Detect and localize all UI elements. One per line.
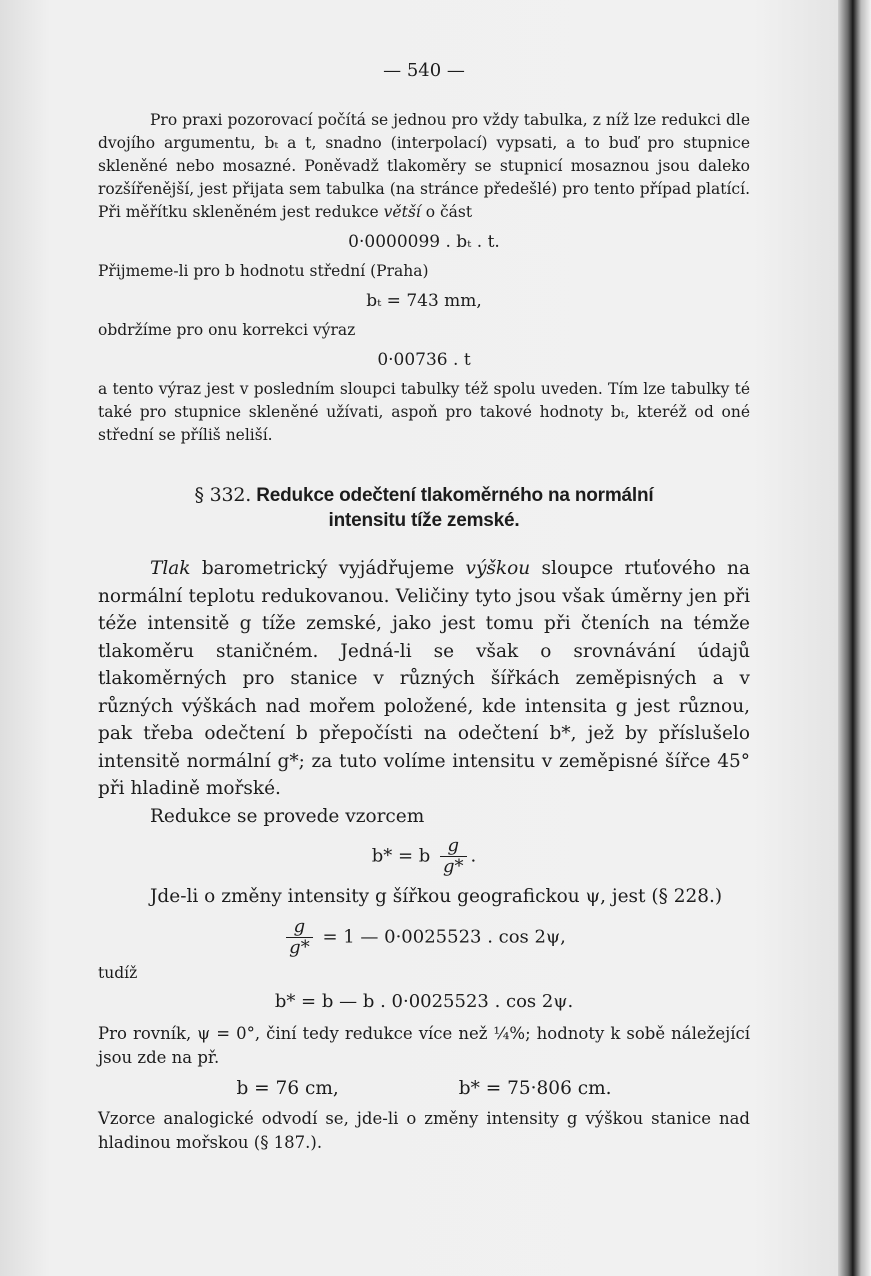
paragraph-7: Jde-li o změny intensity g šířkou geografickou ψ, jest (§ 228.) (150, 886, 723, 907)
section-number: § 332. (194, 484, 252, 506)
equation-1: 0·0000099 . bₜ . t. (348, 232, 500, 252)
equation-6: b* = b — b . 0·0025523 . cos 2ψ. (274, 990, 574, 1012)
paragraph-10: Vzorce analogické odvodí se, jde-li o změny intensity g výškou stanice nad hladinou mořskou (§ 187.). (98, 1108, 750, 1152)
paragraph-5: Tlak barometrický vyjádřujeme výškou sloupce rtuťového na normální teplotu redukovanou. Veličiny tyto jsou však úměrny jen při téže intensitě g tíže zemské, jako jest tomu při čteních na témže tlakoměru staničném. Jedná-li se však o srovnávání údajů tlakoměrných pro stanice v různých šířkách zeměpisných a v různých výškách nad mořem položené, kde intensita g jest různou, pak třeba odečtení b přepočísti na odečtení b*, jež by příslušelo intensitě normální g*; za tuto volíme intensitu v zeměpisné šířce 45° při hladině mořské. (98, 558, 750, 799)
equation-7: b = 76 cm, b* = 75·806 cm. (236, 1077, 612, 1099)
paragraph-3: obdržíme pro onu korrekci výraz (98, 321, 356, 339)
fraction-g-over-gstar-2: $\frac{g}{g*}$ (286, 917, 313, 958)
paragraph-9: Pro rovník, ψ = 0°, činí tedy redukce více než ¼%; hodnoty k sobě náležející jsou zde na př. (98, 1023, 750, 1067)
paragraph-4: a tento výraz jest v posledním sloupci tabulky též spolu uveden. Tím lze tabulky té také pro stupnice skleněné užívati, aspoň pro takové hodnoty bₜ, kteréž od oné střední se příliš neliší. (98, 380, 750, 444)
paragraph-8: tudíž (98, 963, 138, 982)
book-spine (838, 0, 871, 1276)
equation-5: $\frac{g}{g*}$ = 1 — 0·0025523 . cos 2ψ, (98, 917, 750, 958)
equation-4: b* = b $\frac{g}{g*}$ . (371, 835, 477, 877)
fraction-g-over-gstar: $\frac{g}{g*}$ (440, 836, 467, 877)
section-heading (158, 483, 690, 533)
section-title: Redukce odečtení tlakoměrného na normální intensitu tíže zemské. (256, 485, 654, 531)
equation-2: bₜ = 743 mm, (366, 291, 482, 311)
page-number: — 540 — (383, 60, 465, 81)
paragraph-6: Redukce se provede vzorcem (150, 805, 425, 827)
equation-3: 0·00736 . t (377, 350, 471, 370)
paragraph-2: Přijmeme-li pro b hodnotu střední (Praha) (98, 262, 429, 280)
paragraph-1: Pro praxi pozorovací počítá se jednou pro vždy tabulka, z níž lze redukci dle dvojího argumentu, bₜ a t, snadno (interpolací) vypsati, a to buď pro stupnice skleněné nebo mosazné. Poněvadž tlakoměry se stupnicí mosaznou jsou daleko rozšířenější, jest přijata sem tabulka (na stránce předešlé) pro tento případ platící. Při měřítku skleněném jest redukce větší o část (98, 111, 750, 221)
page-content (98, 60, 750, 1155)
